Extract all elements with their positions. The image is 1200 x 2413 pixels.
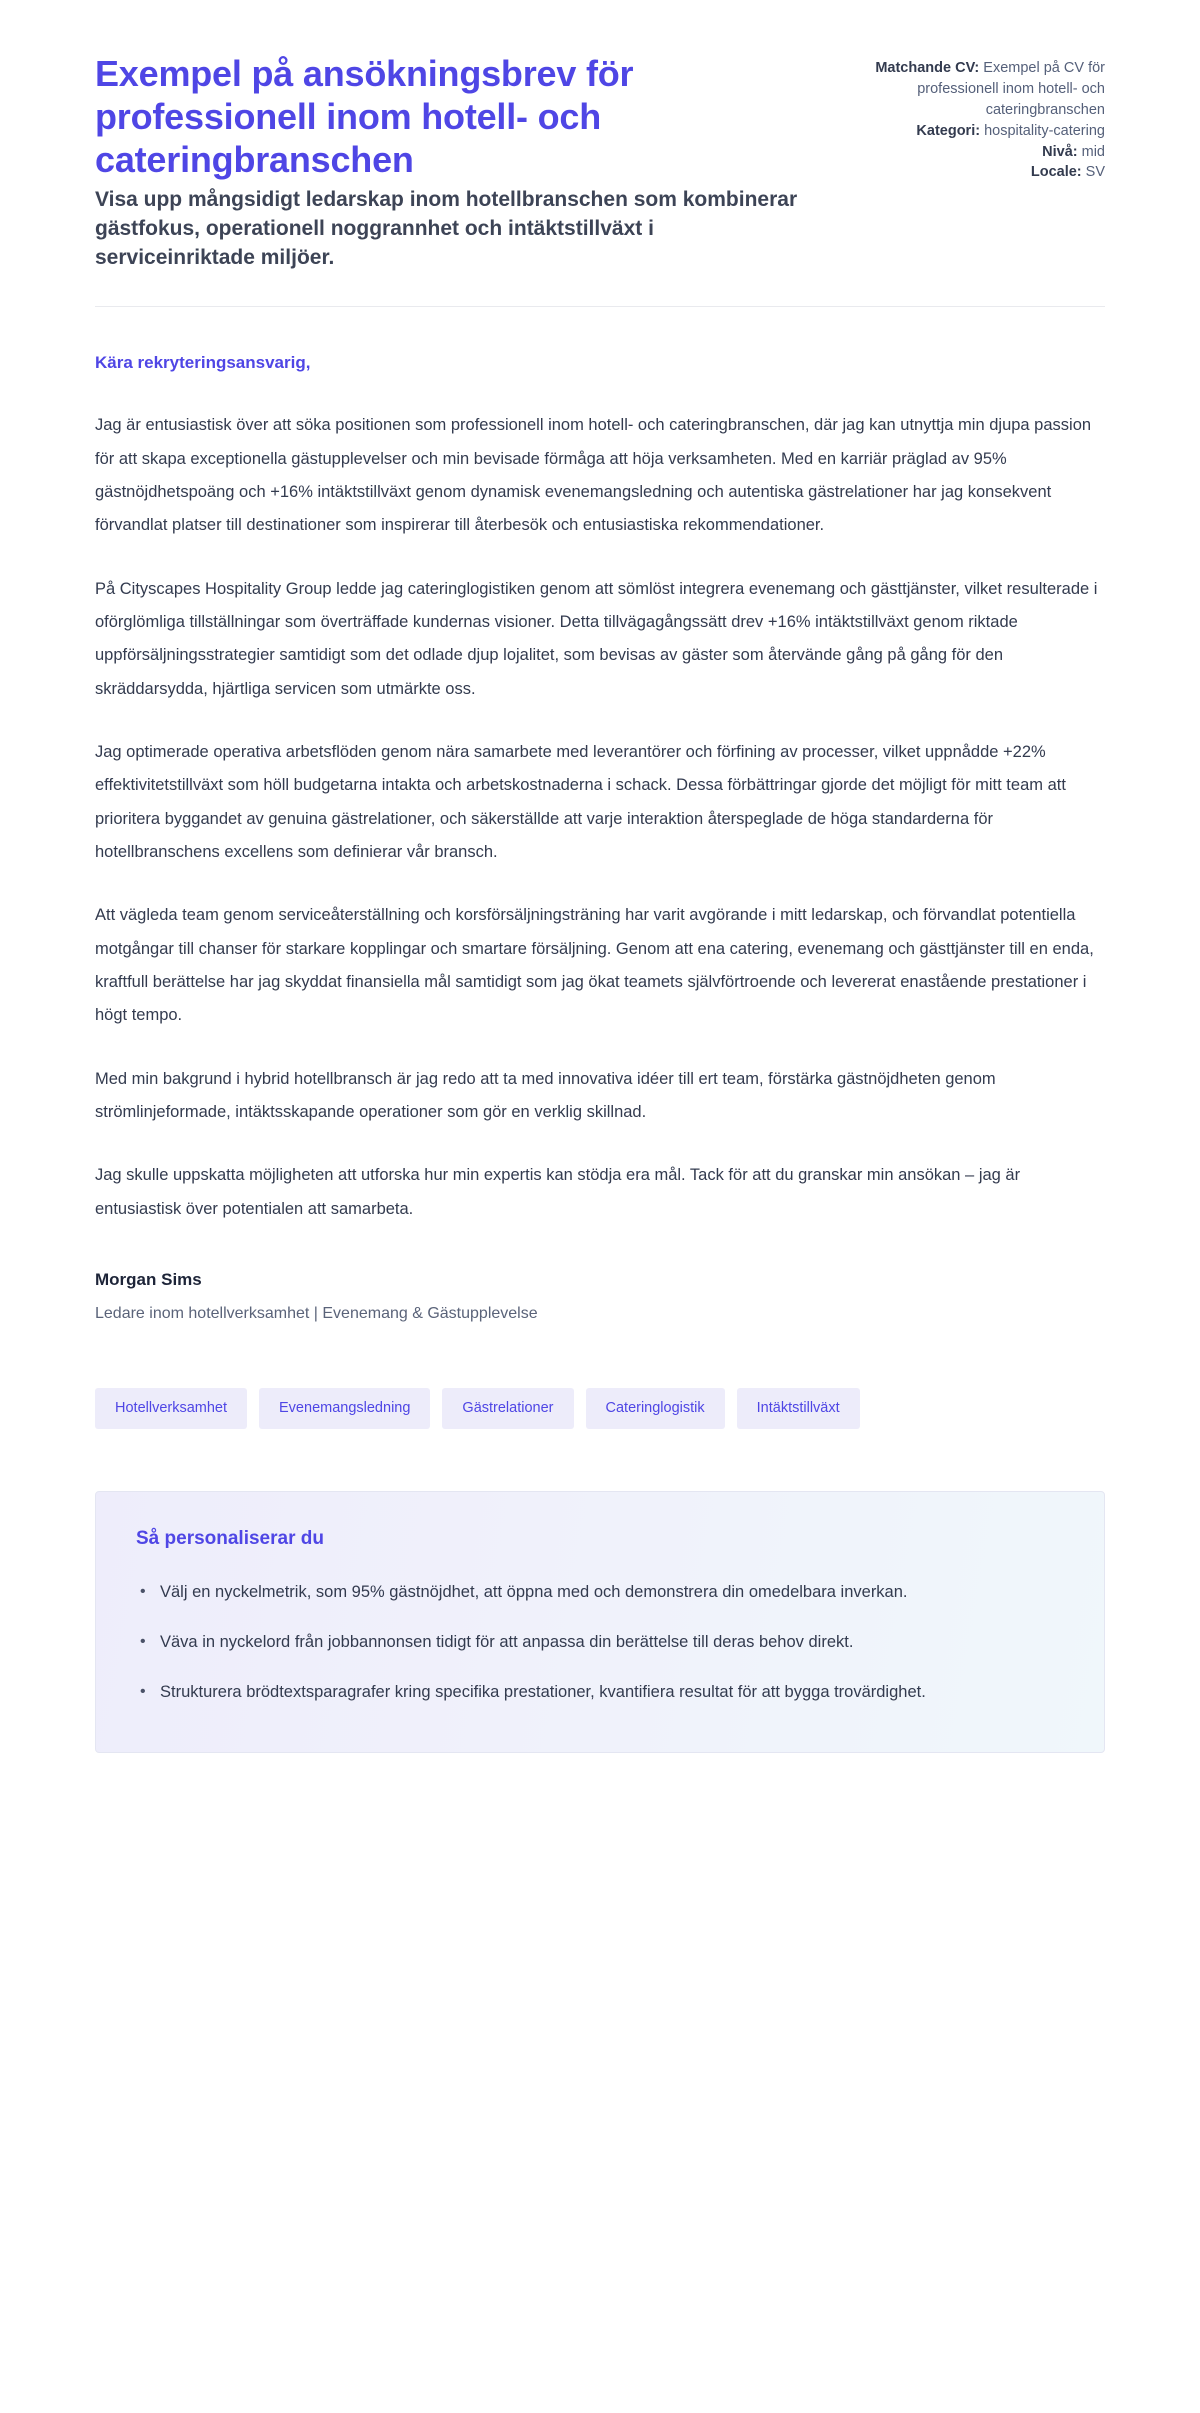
letter-paragraph: Med min bakgrund i hybrid hotellbransch är jag redo att ta med innovativa idéer till ert team, förstärka gästnöjdheten genom strömlinjeformade, intäktsskapande operationer som gör en verklig skillnad. — [95, 1069, 996, 1122]
tag-chip[interactable]: Gästrelationer — [442, 1388, 573, 1429]
metadata-row-locale — [867, 162, 1105, 183]
metadata-value-level: mid — [1081, 143, 1105, 160]
tag-chip[interactable]: Evenemangsledning — [259, 1388, 430, 1429]
signature-block — [95, 1270, 1105, 1326]
signature-name: Morgan Sims — [95, 1270, 202, 1290]
letter-paragraph: Jag är entusiastisk över att söka positionen som professionell inom hotell- och cateringbranschen, där jag kan utnyttja min djupa passion för att skapa exceptionella gästupplevelser och min bevisade förmåga att höja verksamheten. Med en karriär präglad av 95% gästnöjdhetspoäng och +16% intäktstillväxt genom dynamisk evenemangsledning och autentiska gästrelationer har jag konsekvent förvandlat platser till destinationer som inspirerar till återbesök och entusiastiska rekommendationer. — [95, 416, 1092, 535]
metadata-row-category — [867, 121, 1105, 142]
metadata-label-locale: Locale: — [1030, 164, 1082, 181]
metadata-row-matching-cv — [867, 58, 1105, 121]
cover-letter-body — [95, 353, 1105, 1326]
tag-chip[interactable]: Hotellverksamhet — [95, 1388, 247, 1429]
metadata-value-category: hospitality-catering — [984, 122, 1105, 139]
tag-chip[interactable]: Cateringlogistik — [586, 1388, 725, 1429]
metadata-label-category: Kategori: — [916, 122, 981, 139]
letter-salutation: Kära rekryteringsansvarig, — [95, 353, 311, 373]
header-divider — [95, 306, 1105, 307]
signature-role: Ledare inom hotellverksamhet | Evenemang & Gästupplevelse — [95, 1305, 538, 1323]
page-subtitle: Visa upp mångsidigt ledarskap inom hotellbranschen som kombinerar gästfokus, operationell noggrannhet och intäktstillväxt i serviceinriktade miljöer. — [95, 187, 798, 269]
personalization-callout — [95, 1491, 1105, 1754]
page-header — [95, 52, 1105, 306]
callout-list — [136, 1576, 1064, 1709]
letter-paragraph: På Cityscapes Hospitality Group ledde jag cateringlogistiken genom att sömlöst integrera evenemang och gästtjänster, vilket resulterade i oförglömliga tillställningar som överträffade kundernas visioner. Detta tillvägagångssätt drev +16% intäktstillväxt genom riktade uppförsäljningsstrategier samtidigt som det odlade djup lojalitet, som bevisas av gäster som återvände gång på gång för den skräddarsydda, hjärtliga servicen som utmärkte oss. — [95, 579, 1098, 698]
metadata-value-locale: SV — [1085, 164, 1105, 181]
tag-list — [95, 1388, 1105, 1429]
page-content — [95, 0, 1105, 1753]
metadata-panel — [867, 52, 1105, 183]
callout-title: Så personaliserar du — [136, 1527, 324, 1549]
header-title-block — [95, 52, 807, 272]
letter-paragraph: Jag skulle uppskatta möjligheten att utforska hur min expertis kan stödja era mål. Tack för att du granskar min ansökan – jag är entusiastisk över potentialen att samarbeta. — [95, 1166, 1021, 1218]
metadata-label-level: Nivå: — [1042, 143, 1078, 160]
page-title: Exempel på ansökningsbrev för professionell inom hotell- och cateringbranschen — [95, 53, 634, 181]
callout-list-item: • Välj en nyckelmetrik, som 95% gästnöjdhet, att öppna med och demonstrera din omedelbara inverkan. — [136, 1576, 1064, 1608]
letter-paragraph: Jag optimerade operativa arbetsflöden genom nära samarbete med leverantörer och förfining av processer, vilket uppnådde +22% effektivitetstillväxt som höll budgetarna intakta och arbetskostnaderna i schack. Dessa förbättringar gjorde det möjligt för mitt team att prioritera byggandet av genuina gästrelationer, och säkerställde att varje interaktion återspeglade de höga standarderna för hotellbranschens excellens som definierar vår bransch. — [95, 743, 1066, 862]
callout-list-item: • Strukturera brödtextsparagrafer kring specifika prestationer, kvantifiera resultat för att bygga trovärdighet. — [136, 1676, 1064, 1708]
metadata-row-level — [867, 142, 1105, 163]
metadata-label-matching-cv: Matchande CV: — [875, 60, 980, 76]
metadata-value-matching-cv: Exempel på CV för professionell inom hotell- och cateringbranschen — [917, 60, 1105, 118]
callout-list-item: • Väva in nyckelord från jobbannonsen tidigt för att anpassa din berättelse till deras behov direkt. — [136, 1626, 1064, 1658]
tag-chip[interactable]: Intäktstillväxt — [737, 1388, 860, 1429]
letter-paragraph: Att vägleda team genom serviceåterställning och korsförsäljningsträning har varit avgörande i mitt ledarskap, och förvandlat potentiella motgångar till chanser för starkare kopplingar och smartare försäljning. Genom att ena catering, evenemang och gästtjänster till en enda, kraftfull berättelse har jag skyddat finansiella mål samtidigt som jag ökat teamets självförtroende och levererat enastående prestationer i högt tempo. — [95, 906, 1094, 1025]
